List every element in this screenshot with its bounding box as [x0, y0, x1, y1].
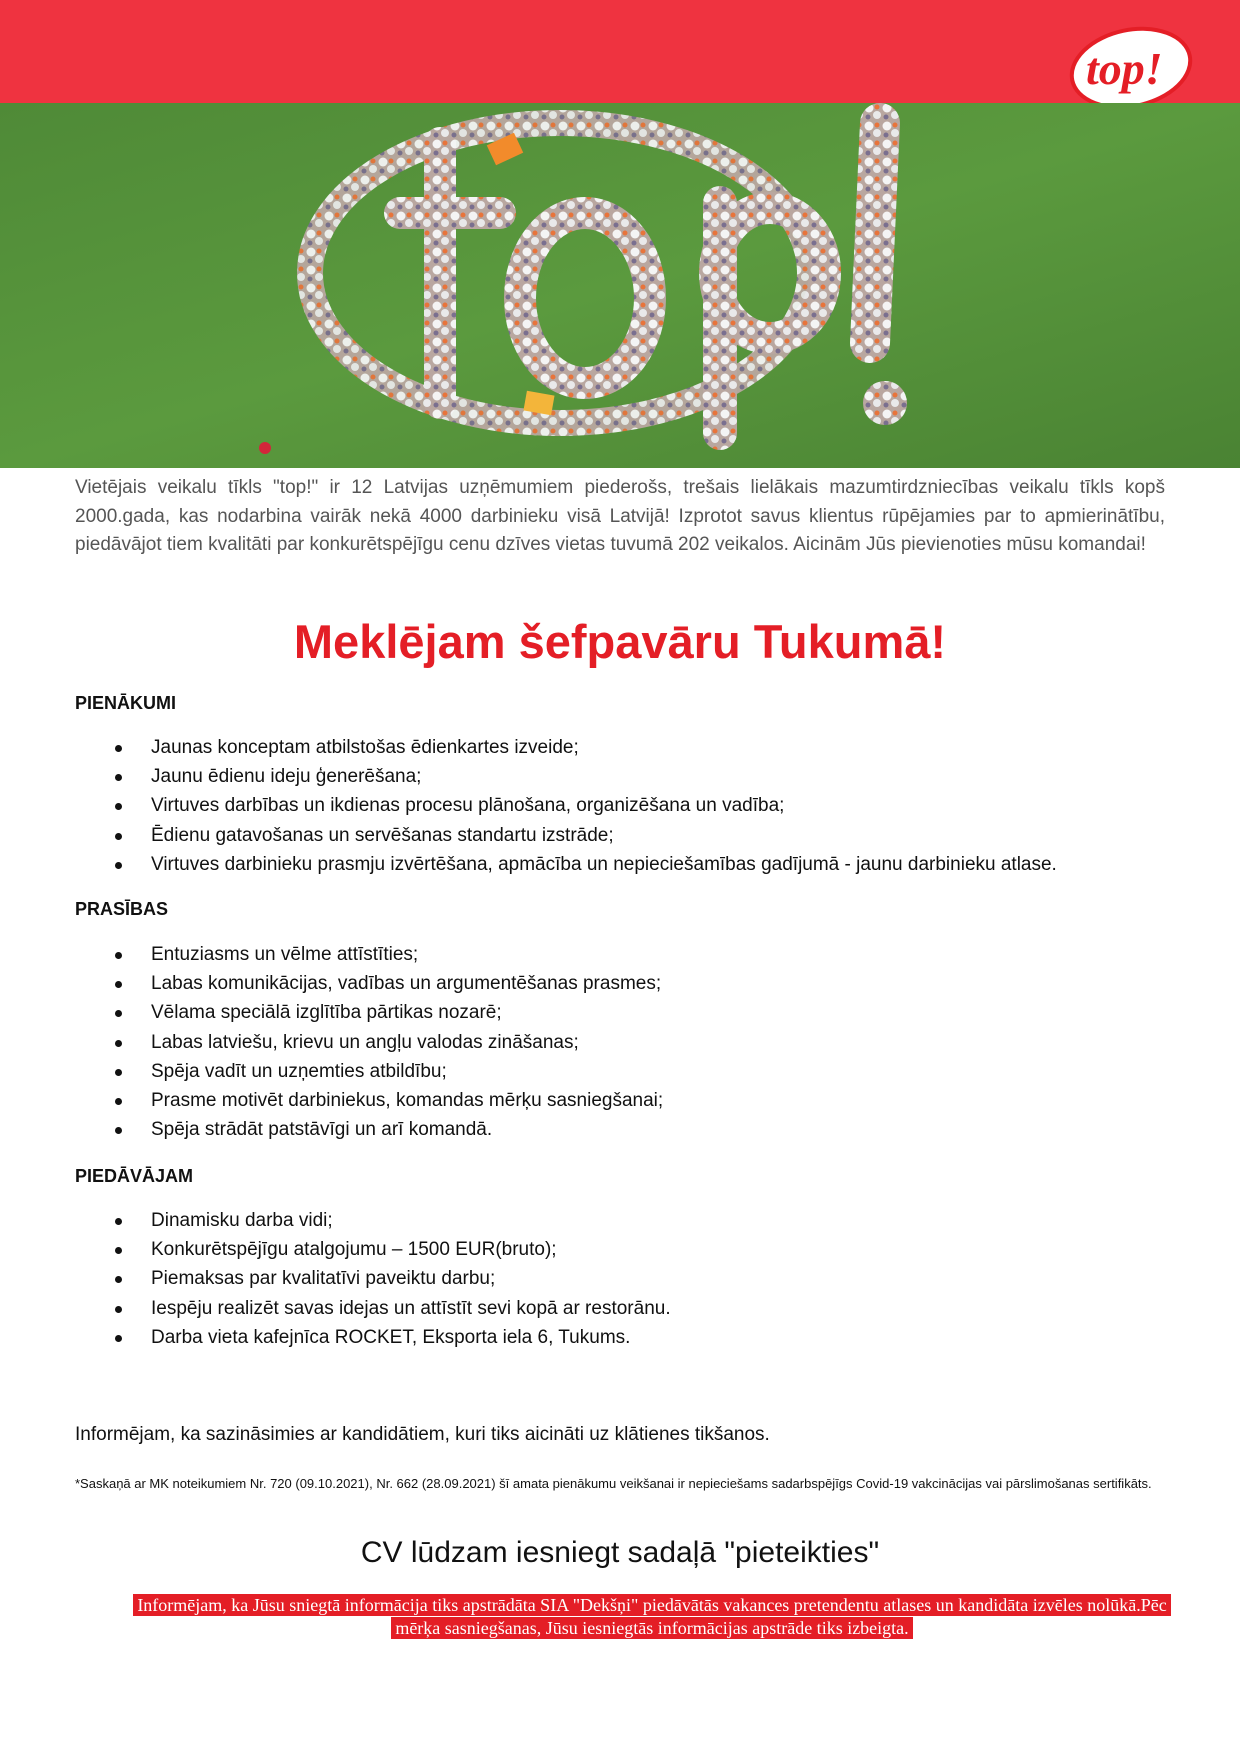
list-item: Ēdienu gatavošanas un servēšanas standartu izstrāde;: [75, 821, 1195, 850]
team-photo: [0, 103, 1240, 468]
list-item: Darba vieta kafejnīca ROCKET, Eksporta iela 6, Tukums.: [75, 1323, 1195, 1352]
team-photo-graphic: [0, 103, 1240, 468]
list-item: Entuziasms un vēlme attīstīties;: [75, 940, 1195, 969]
top-logo: [1066, 20, 1196, 115]
gdpr-notice-text: Informējam, ka Jūsu sniegtā informācija tiks apstrādāta SIA "Dekšņi" piedāvātās vakances pretendentu atlases un kandidāta izvēles nolūkā.Pēc mērķa sasniegšanas, Jūsu iesniegtās informācijas apstrāde tiks izbeigta.: [133, 1594, 1170, 1639]
header-bar: [0, 0, 1240, 103]
requirements-list: [75, 940, 1195, 1144]
intro-text: Vietējais veikalu tīkls "top!" ir 12 Latvijas uzņēmumiem piederošs, trešais lielākais mazumtirdzniecības veikalu tīkls kopš 2000.gada, kas nodarbina vairāk nekā 4000 darbinieku visā Latvijā! Izprotot savus klientus rūpējamies par to apmierinātību, piedāvājot tiem kvalitāti par konkurētspējīgu cenu dzīves vietas tuvumā 202 veikalos. Aicinām Jūs pievienoties mūsu komandai!: [75, 477, 1165, 555]
list-item: Piemaksas par kvalitatīvi paveiktu darbu;: [75, 1264, 1195, 1293]
headline-position: šefpavāru Tukumā!: [518, 615, 947, 668]
list-item: Labas latviešu, krievu un angļu valodas zināšanas;: [75, 1028, 1195, 1057]
list-item: Jaunu ēdienu ideju ģenerēšana;: [75, 762, 1195, 791]
job-headline: [0, 612, 1240, 672]
list-item: Konkurētspējīgu atalgojumu – 1500 EUR(bruto);: [75, 1235, 1195, 1264]
list-item: Jaunas konceptam atbilstošas ēdienkartes izveide;: [75, 733, 1195, 762]
offer-list: [75, 1206, 1195, 1352]
list-item: Spēja strādāt patstāvīgi un arī komandā.: [75, 1115, 1195, 1144]
list-item: Prasme motivēt darbiniekus, komandas mērķu sasniegšanai;: [75, 1086, 1195, 1115]
cv-instruction: CV lūdzam iesniegt sadaļā "pieteikties": [360, 1536, 880, 1569]
duties-list: [75, 733, 1195, 879]
list-item: Virtuves darbinieku prasmju izvērtēšana, apmācība un nepieciešamības gadījumā - jaunu darbinieku atlase.: [75, 850, 1195, 879]
list-item: Vēlama speciālā izglītība pārtikas nozarē;: [75, 998, 1195, 1027]
section-title-requirements: PRASĪBAS: [75, 899, 169, 919]
list-item: Virtuves darbības un ikdienas procesu plānošana, organizēšana un vadība;: [75, 791, 1195, 820]
section-title-duties: PIENĀKUMI: [75, 693, 177, 713]
headline-lead: Meklējam: [293, 615, 519, 668]
covid-footnote: *Saskaņā ar MK noteikumiem Nr. 720 (09.10.2021), Nr. 662 (28.09.2021) šī amata pienākumu veikšanai ir nepieciešams sadarbspējīgs Covid-19 vakcinācijas vai pārslimošanas sertifikāts.: [75, 1476, 1152, 1491]
list-item: Spēja vadīt un uzņemties atbildību;: [75, 1057, 1195, 1086]
list-item: Labas komunikācijas, vadības un argumentēšanas prasmes;: [75, 969, 1195, 998]
logo-text: top!: [1086, 43, 1163, 94]
contact-info-text: Informējam, ka sazināsimies ar kandidātiem, kuri tiks aicināti uz klātienes tikšanos.: [75, 1424, 770, 1445]
section-title-offer: PIEDĀVĀJAM: [75, 1166, 194, 1186]
list-item: Iespēju realizēt savas idejas un attīstīt sevi kopā ar restorānu.: [75, 1294, 1195, 1323]
gdpr-notice: [112, 1594, 1192, 1640]
list-item: Dinamisku darba vidi;: [75, 1206, 1195, 1235]
